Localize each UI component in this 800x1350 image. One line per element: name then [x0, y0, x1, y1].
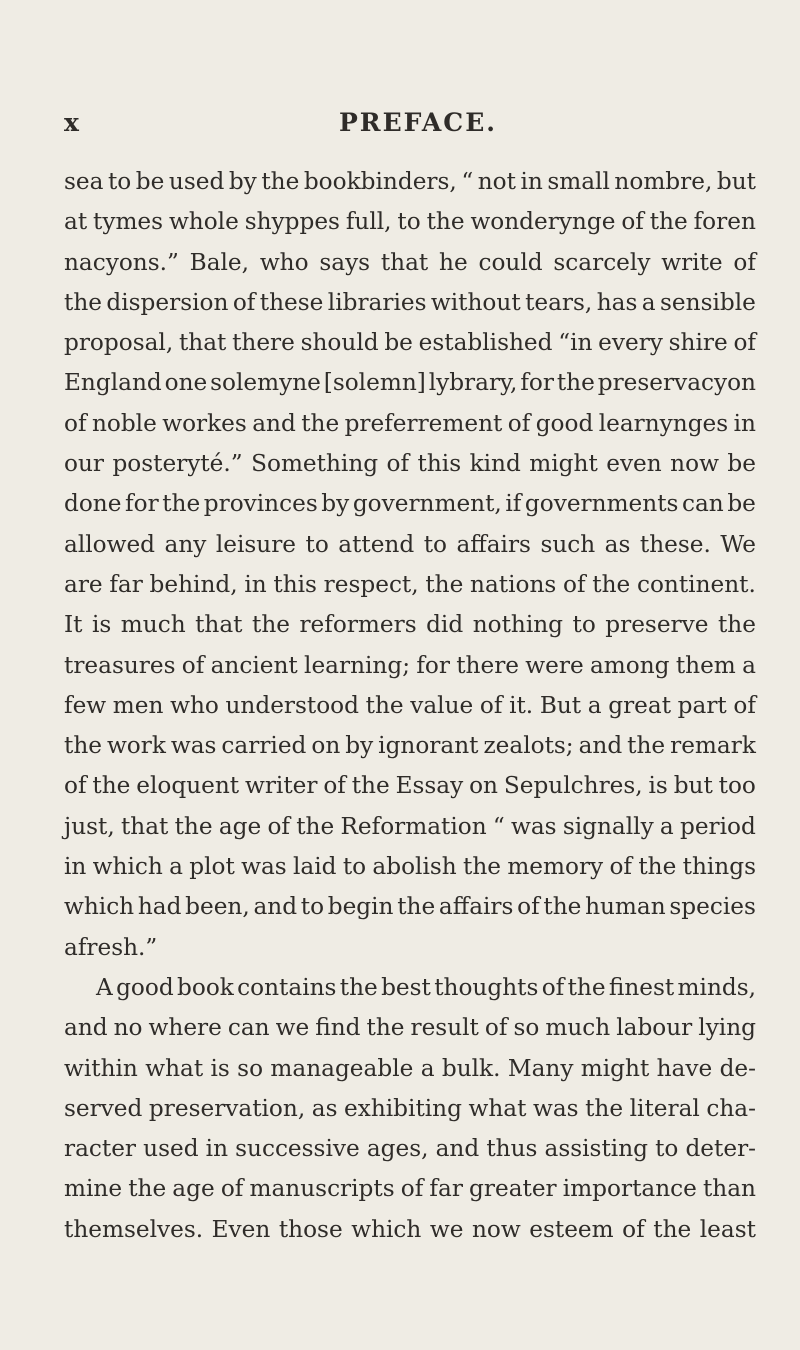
text-line: served preservation, as exhibiting what was the literal cha-: [64, 1094, 756, 1122]
text-line: the dispersion of these libraries without tears, has a sensible: [64, 288, 756, 316]
page-header: [64, 108, 764, 148]
running-title: PREFACE.: [339, 108, 497, 137]
text-line: the work was carried on by ignorant zealots; and the remark: [64, 732, 756, 760]
text-line: nacyons.” Bale, who says that he could scarcely write of: [64, 248, 756, 276]
text-line: are far behind, in this respect, the nations of the continent.: [64, 570, 756, 598]
text-line: racter used in successive ages, and thus assisting to deter-: [64, 1135, 756, 1163]
text-line: mine the age of manuscripts of far greater importance than: [64, 1175, 756, 1203]
text-line: A good book contains the best thoughts of the finest minds,: [96, 973, 756, 1001]
text-line: allowed any leisure to attend to affairs such as these. We: [64, 530, 756, 558]
text-line: sea to be used by the bookbinders, “ not in small nombre, but: [64, 168, 756, 195]
page-number: x: [64, 108, 80, 137]
text-line: It is much that the reformers did nothing to preserve the: [64, 611, 756, 639]
text-line: few men who understood the value of it. But a great part of: [64, 691, 756, 719]
text-line: our posteryté.” Something of this kind might even now be: [64, 450, 756, 478]
body-text: [64, 162, 756, 1250]
text-line: within what is so manageable a bulk. Many might have de-: [64, 1054, 756, 1082]
text-line: and no where can we find the result of so much labour lying: [64, 1014, 756, 1042]
text-line: themselves. Even those which we now esteem of the least: [64, 1215, 756, 1243]
text-line: at tymes whole shyppes full, to the wonderynge of the foren: [64, 208, 756, 236]
text-line: treasures of ancient learning; for there were among them a: [64, 651, 756, 679]
text-line: in which a plot was laid to abolish the memory of the things: [64, 853, 756, 881]
text-line: proposal, that there should be established “in every shire of: [64, 329, 756, 357]
text-line: done for the provinces by government, if governments can be: [64, 490, 756, 518]
text-line: of the eloquent writer of the Essay on Sepulchres, is but too: [64, 772, 756, 800]
text-line: afresh.”: [64, 933, 158, 961]
text-line: which had been, and to begin the affairs of the human species: [64, 893, 756, 921]
text-line: England one solemyne [solemn] lybrary, for the preservacyon: [64, 369, 756, 397]
text-line: of noble workes and the preferrement of good learnynges in: [64, 409, 756, 437]
text-line: just, that the age of the Reformation “ was signally a period: [64, 812, 756, 840]
